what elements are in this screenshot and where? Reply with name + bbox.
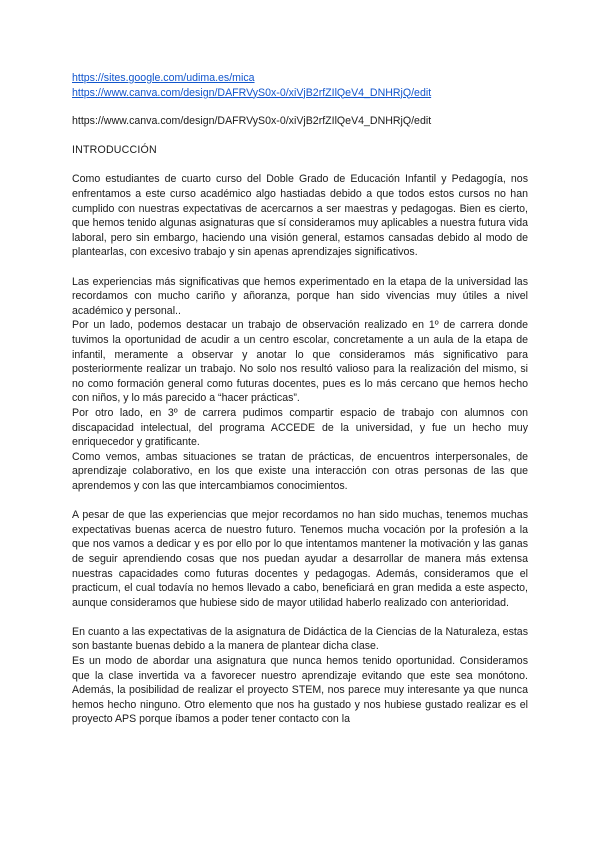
section-heading: INTRODUCCIÓN bbox=[72, 144, 157, 157]
paragraph-flipped-class: Es un modo de abordar una asignatura que nunca hemos tenido oportunidad. Consideramos que la clase invertida va a favorecer nuestro aprendizaje evitando que este sea monótono. Además, la posibilidad de realizar el proyecto STEM, nos parece muy interesante ya que nunca hemos hecho ninguno. Otro elemento que nos ha gustado y nos hubiese gustado realizar es el proyecto APS porque íbamos a poder tener contacto con la bbox=[72, 655, 528, 726]
paragraph-intro: Como estudiantes de cuarto curso del Doble Grado de Educación Infantil y Pedagogía, nos enfrentamos a este curso académico algo hastiadas debido a que todos estos cursos no han cumplido con nuestras expectativas de acercarnos a ser maestras y pedagogas. Bien es cierto, que hemos tenido algunas asignaturas que sí consideramos muy aplicables a nuestra futura vida laboral, pero sin embargo, haciendo una visión general, estamos cansadas debido al modo de plantearlas, con excesivo trabajo y sin apenas aprendizajes significativos. bbox=[72, 173, 528, 259]
plain-url-text: https://www.canva.com/design/DAFRVyS0x-0/xiVjB2rfZIlQeV4_DNHRjQ/edit bbox=[72, 115, 432, 128]
link-canva-edit[interactable]: https://www.canva.com/design/DAFRVyS0x-0/xiVjB2rfZIlQeV4_DNHRjQ/edit bbox=[72, 86, 432, 99]
paragraph-third-year: Por otro lado, en 3º de carrera pudimos compartir espacio de trabajo con alumnos con discapacidad intelectual, del programa ACCEDE de la universidad, y fue un hecho muy enriquecedor y gratificante. bbox=[72, 406, 528, 449]
paragraph-first-year: Por un lado, podemos destacar un trabajo de observación realizado en 1º de carrera donde tuvimos la oportunidad de acudir a un centro escolar, concretamente a un aula de la etapa de infantil, meramente a observar y anotar lo que consideramos más significativo para posteriormente realizar un trabajo. No solo nos resultó valioso para la realización del mismo, si no como formación general como futuras docentes, pues es lo más cercano que hemos hecho con niños, y lo más parecido a “hacer prácticas”. bbox=[72, 319, 528, 405]
link-sites-google[interactable]: https://sites.google.com/udima.es/mica bbox=[72, 72, 255, 84]
paragraph-subject-expectations: En cuanto a las expectativas de la asignatura de Didáctica de la Ciencias de la Naturaleza, estas son bastante buenas debido a la manera de plantear dicha clase. bbox=[72, 625, 528, 653]
paragraph-expectations: A pesar de que las experiencias que mejor recordamos no han sido muchas, tenemos muchas expectativas buenas acerca de nuestro futuro. Tenemos mucha vocación por la profesión a la que nos vamos a dedicar y es por ello por lo que intentamos mantener la motivación y las ganas de seguir aprendiendo cosas que nos puedan ayudar a desarrollar de manera más extensa nuestras capacidades como futuras docentes y pedagogas. Además, consideramos que el practicum, el cual todavía no hemos llevado a cabo, beneficiará en gran medida a este aspecto, aunque consideramos que hubiese sido de mayor utilidad haberlo realizado con anterioridad. bbox=[72, 509, 528, 609]
paragraph-summary: Como vemos, ambas situaciones se tratan de prácticas, de encuentros interpersonales, de aprendizaje colaborativo, en los que existe una interacción con otras personas de las que aprendemos y con las que intercambiamos conocimientos. bbox=[72, 450, 528, 492]
paragraph-experiences: Las experiencias más significativas que hemos experimentado en la etapa de la universidad las recordamos con mucho cariño y añoranza, porque han sido vivencias muy útiles a nivel académico y personal.. bbox=[72, 275, 528, 317]
